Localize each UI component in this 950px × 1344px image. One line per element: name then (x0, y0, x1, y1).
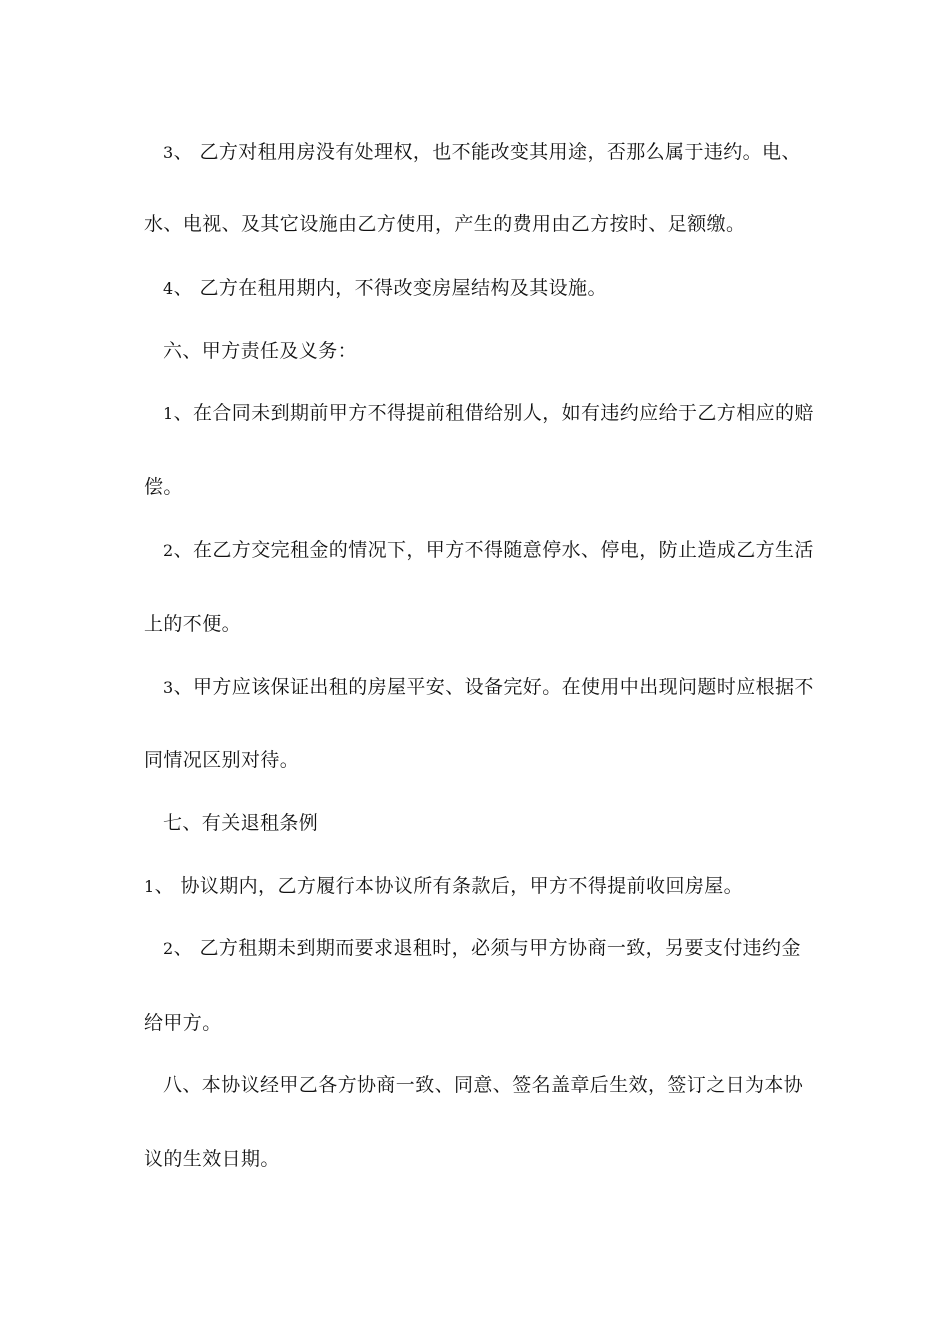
clause-6-3-line-1 (163, 675, 814, 700)
clause-separator: 、 (154, 875, 181, 897)
section-7-heading (163, 811, 318, 835)
clause-6-1-line-1 (163, 401, 814, 426)
clause-6-2-line-1 (163, 538, 814, 563)
section-text: 八、本协议经甲乙各方协商一致、同意、签名盖章后生效，签订之日为本协 (163, 1074, 804, 1096)
clause-number: 3 (163, 678, 174, 697)
clause-text: 乙方租期未到期而要求退租时，必须与甲方协商一致，另要支付违约金 (199, 937, 801, 959)
clause-text: 偿。 (144, 476, 183, 498)
section-8-line-2 (144, 1147, 280, 1171)
clause-text: 同情况区别对待。 (144, 749, 300, 771)
clause-text: 甲方应该保证出租的房屋平安、设备完好。在使用中出现问题时应根据不 (193, 676, 814, 698)
clause-7-2-line-2 (144, 1011, 222, 1035)
section-text: 议的生效日期。 (144, 1148, 280, 1170)
clause-separator: 、 (173, 937, 200, 959)
clause-6-2-line-2 (144, 612, 241, 636)
clause-separator: 、 (173, 676, 193, 698)
clause-number: 3 (163, 143, 174, 162)
section-8-line-1 (163, 1073, 803, 1097)
clause-text: 上的不便。 (144, 613, 242, 635)
section-heading-text: 六、甲方责任及义务： (163, 340, 358, 362)
clause-text: 在乙方交完租金的情况下，甲方不得随意停水、停电，防止造成乙方生活 (193, 539, 814, 561)
clause-separator: 、 (173, 277, 200, 299)
clause-6-3-line-2 (144, 748, 299, 772)
clause-text: 水、电视、及其它设施由乙方使用，产生的费用由乙方按时、足额缴。 (144, 213, 746, 235)
clause-6-1-line-2 (144, 475, 183, 499)
clause-5-4 (163, 276, 607, 301)
clause-number: 2 (163, 939, 174, 958)
clause-text: 协议期内，乙方履行本协议所有条款后，甲方不得提前收回房屋。 (180, 875, 744, 897)
clause-number: 1 (144, 877, 155, 896)
clause-5-3-line-2 (144, 212, 745, 236)
section-heading-text: 七、有关退租条例 (163, 812, 319, 834)
clause-number: 2 (163, 541, 174, 560)
clause-separator: 、 (173, 539, 193, 561)
clause-separator: 、 (173, 402, 193, 424)
clause-5-3-line-1 (163, 140, 801, 165)
clause-text: 给甲方。 (144, 1012, 222, 1034)
clause-separator: 、 (173, 141, 200, 163)
clause-text: 乙方对租用房没有处理权，也不能改变其用途，否那么属于违约。电、 (199, 141, 801, 163)
clause-text: 乙方在租用期内，不得改变房屋结构及其设施。 (199, 277, 607, 299)
clause-7-1 (144, 874, 743, 899)
clause-number: 1 (163, 404, 174, 423)
clause-number: 4 (163, 279, 174, 298)
clause-7-2-line-1 (163, 936, 801, 961)
clause-text: 在合同未到期前甲方不得提前租借给别人，如有违约应给于乙方相应的赔 (193, 402, 814, 424)
section-6-heading (163, 339, 357, 363)
